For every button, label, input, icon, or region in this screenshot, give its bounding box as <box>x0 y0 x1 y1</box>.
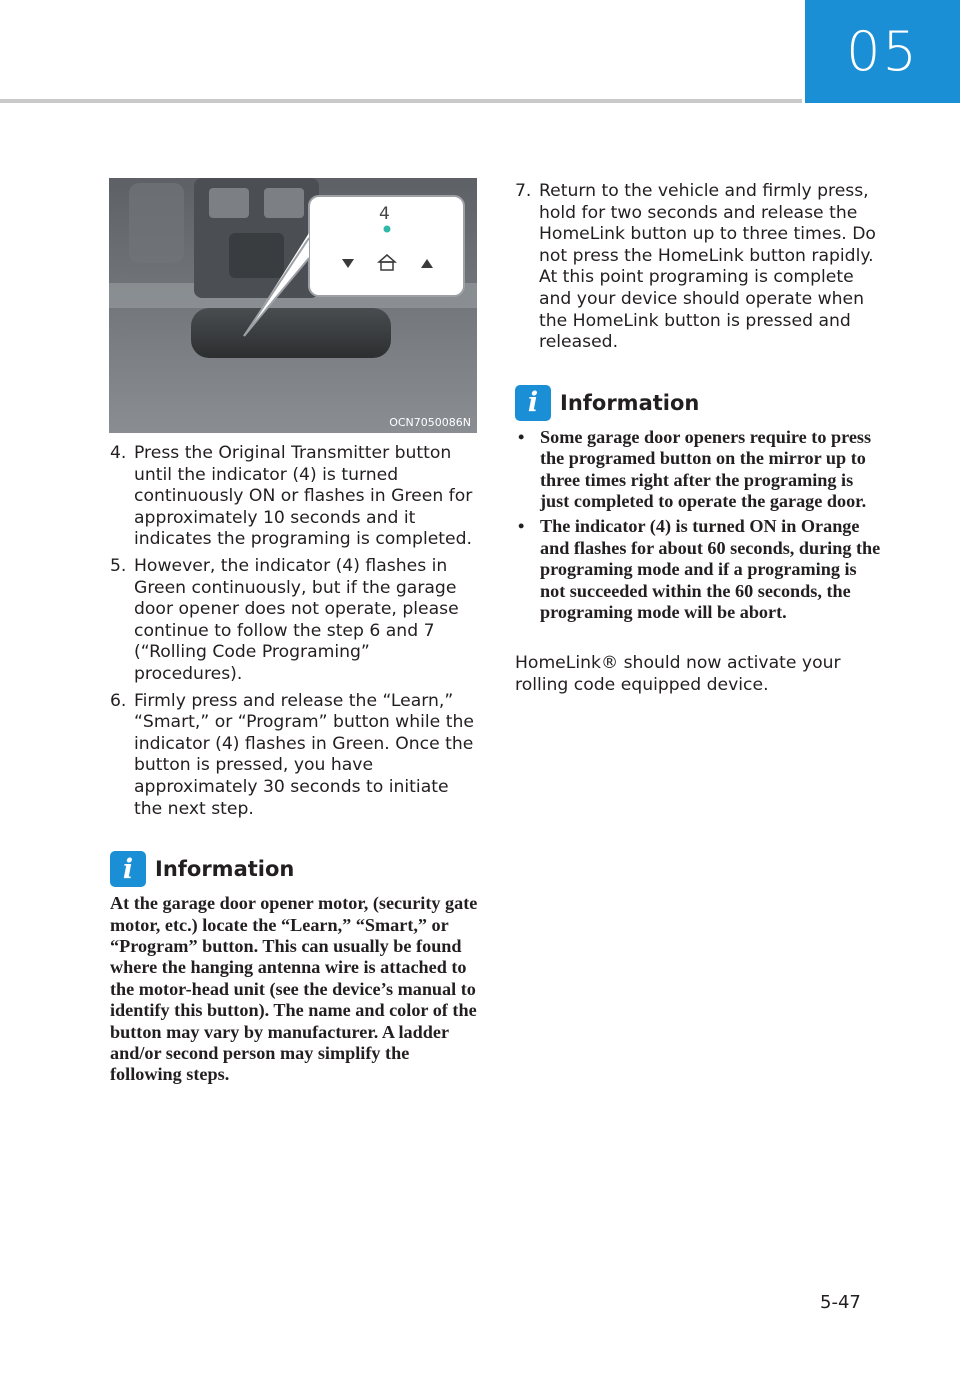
chapter-tab: 05 <box>805 0 960 103</box>
bullet-item: • Some garage door openers require to press the programed button on the mirror up to three times right after the programing is just completed to operate the garage door. <box>518 426 872 511</box>
step-item: 6. Firmly press and release the “Learn,” “Smart,” or “Program” button while the indicator (4) flashes in Green. Once the button is pressed, you have approximately 30 seconds to initiate the next step. <box>110 690 474 819</box>
step-item: 7. Return to the vehicle and firmly press, hold for two seconds and release the HomeLink button up to three times. Do not press the HomeLink button rapidly. At this point programing is complete and your device should operate when the HomeLink button is pressed and released. <box>515 181 876 353</box>
steps-list-left <box>110 443 478 820</box>
callout-label: 4 <box>379 204 390 224</box>
mirror-illustration <box>109 178 477 433</box>
page-number: 5-47 <box>820 1292 861 1313</box>
information-icon: i <box>110 851 146 887</box>
homelink-mirror-figure <box>109 178 477 433</box>
info-body-left: At the garage door opener motor, (security gate motor, etc.) locate the “Learn,” “Smart,” or “Program” button. This can usually be found where the hanging antenna wire is attached to the motor-head unit (see the device’s manual to identify this button). The name and color of the button may vary by manufacturer. A ladder and/or second person may simplify the following steps. <box>110 893 478 1085</box>
step-item: 5. However, the indicator (4) flashes in Green continuously, but if the garage door opener does not operate, please continue to follow the step 6 and 7 (“Rolling Code Programing” procedures). <box>110 555 459 684</box>
step-item: 4. Press the Original Transmitter button until the indicator (4) is turned continuously ON or flashes in Green for approximately 10 seconds and it indicates the programing is completed. <box>110 443 473 550</box>
info-heading-left: i Information <box>110 851 478 887</box>
header-rule <box>0 99 802 103</box>
bullet-dot: • <box>518 516 525 537</box>
bullet-item: • The indicator (4) is turned ON in Orange and flashes for about 60 seconds, during the programing mode and if a programing is not succeeded within the 60 seconds, the programing mode will be abort. <box>518 516 881 622</box>
info-bullets-right <box>515 427 885 624</box>
steps-list-right <box>515 181 885 354</box>
right-column <box>515 181 885 697</box>
left-column <box>110 443 478 1086</box>
bullet-dot: • <box>518 426 525 447</box>
closing-paragraph: HomeLink® should now activate your rolling code equipped device. <box>515 653 841 695</box>
information-icon: i <box>515 385 551 421</box>
info-heading-right: i Information <box>515 385 885 421</box>
figure-code: OCN7050086N <box>389 416 471 429</box>
indicator-dot <box>384 226 391 233</box>
